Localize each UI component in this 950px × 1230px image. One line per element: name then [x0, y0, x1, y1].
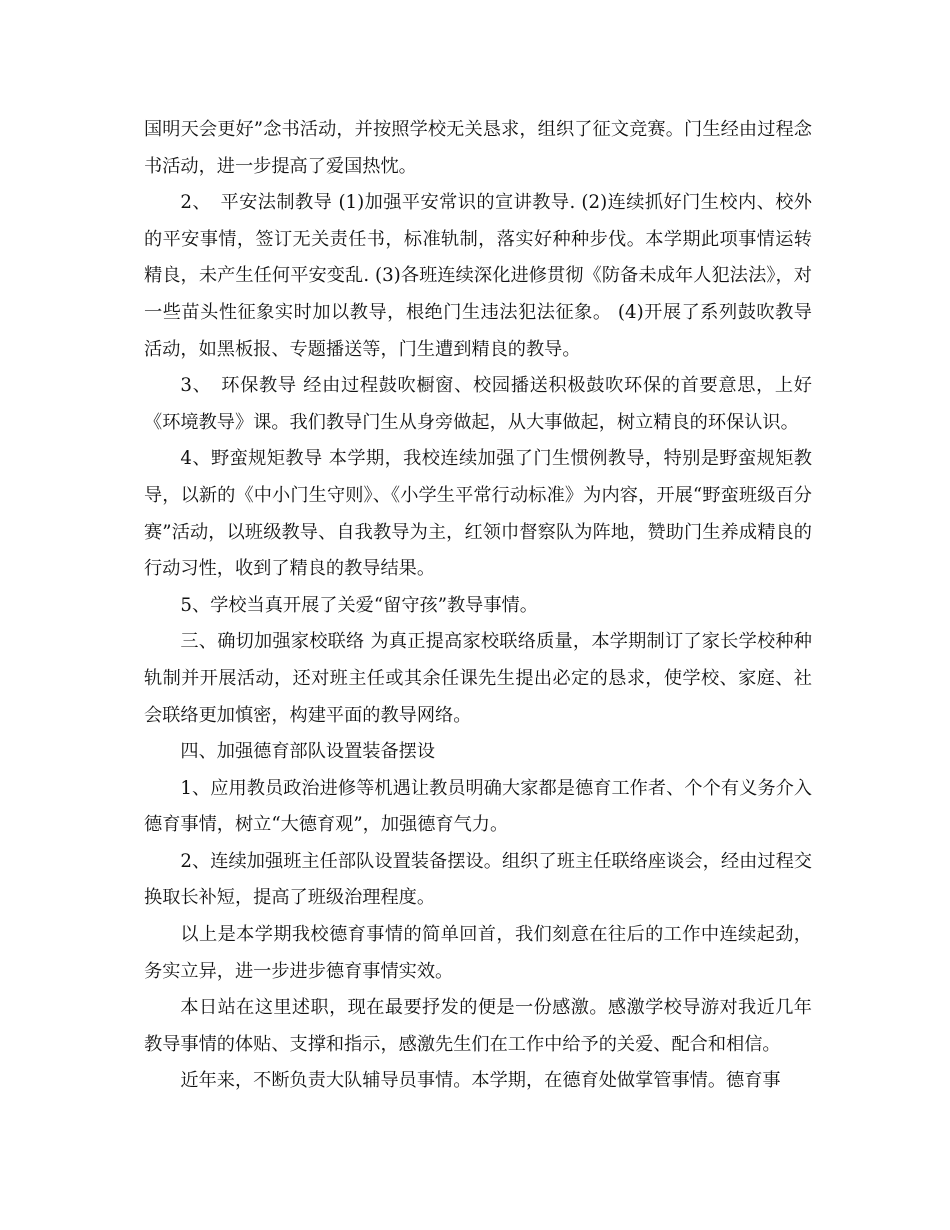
paragraph-7: 四、加强德育部队设置装备摆设 [180, 741, 436, 763]
paragraph-4: 4、野蛮规矩教导 本学期，我校连续加强了门生惯例教导，特别是野蛮规矩教导，以新的《中小门生守则》、《小学生平常行动标准》为内容，开展“野蛮班级百分赛”活动，以班级教导、自我教导为主，红领巾督察队为阵地，赞助门生养成精良的行动习性，收到了精良的教导结果。 [144, 448, 812, 580]
paragraph-9: 2、连续加强班主任部队设置装备摆设。组织了班主任联络座谈会，经由过程交换取长补短，提高了班级治理程度。 [144, 850, 812, 909]
paragraph-11: 本日站在这里述职，现在最要抒发的便是一份感激。感激学校导游对我近几年教导事情的体贴、支撑和指示，感激先生们在工作中给予的关爱、配合和相信。 [144, 997, 812, 1055]
paragraph-12: 近年来，不断负责大队辅导员事情。本学期，在德育处做掌管事情。德育事 [180, 1070, 781, 1092]
paragraph-8: 1、应用教员政治进修等机遇让教员明确大家都是德育工作者、个个有义务介入德育事情，树立“大德育观”，加强德育气力。 [144, 777, 812, 836]
paragraph-2: 2、 平安法制教导 (1)加强平安常识的宣讲教导. (2)连续抓好门生校内、校外的平安事情，签订无关责任书，标准轨制，落实好种种步伐。本学期此项事情运转精良，未产生任何平安变乱. (3)各班连续深化进修贯彻《防备未成年人犯法法》，对一些苗头性征象实时加以教导，根绝门生违法犯法征象。 (4)开展了系列鼓吹教导活动，如黑板报、专题播送等，门生遭到精良的教导。 [144, 192, 812, 360]
paragraph-5: 5、学校当真开展了关爱“留守孩”教导事情。 [180, 594, 538, 616]
paragraph-10: 以上是本学期我校德育事情的简单回首，我们刻意在往后的工作中连续起劲，务实立异，进一步进步德育事情实效。 [144, 924, 812, 982]
paragraph-3: 3、 环保教导 经由过程鼓吹橱窗、校园播送积极鼓吹环保的首要意思，上好《环境教导》课。我们教导门生从身旁做起，从大事做起，树立精良的环保认识。 [144, 375, 812, 433]
paragraph-6: 三、确切加强家校联络 为真正提高家校联络质量，本学期制订了家长学校种种轨制并开展活动，还对班主任或其余任课先生提出必定的恳求，使学校、家庭、社会联络更加慎密，构建平面的教导网络。 [144, 631, 812, 726]
paragraph-1: 国明天会更好”念书活动，并按照学校无关恳求，组织了征文竞赛。门生经由过程念书活动，进一步提高了爱国热忱。 [144, 119, 812, 177]
document-body [144, 112, 812, 1100]
